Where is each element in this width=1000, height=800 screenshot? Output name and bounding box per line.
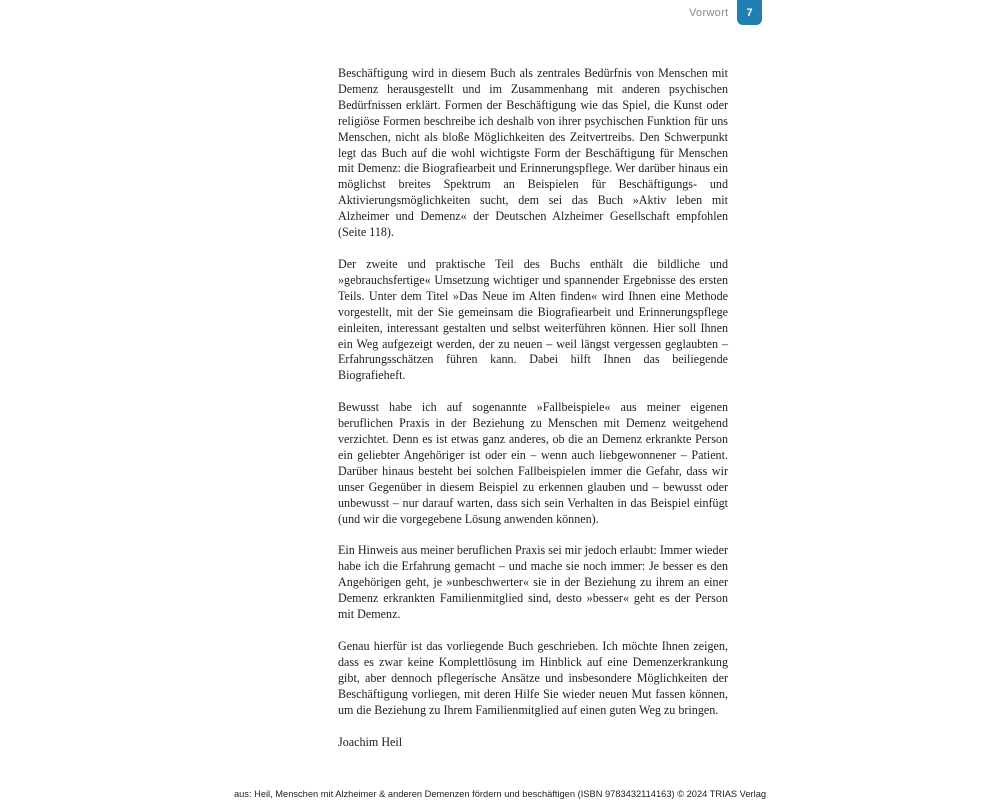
page-number-badge: 7	[737, 0, 762, 25]
paragraph-4: Ein Hinweis aus meiner beruflichen Praxis sei mir jedoch erlaubt: Immer wieder habe ich die Erfahrung gemacht – und mache sie noch immer: Je besser es den Angehörigen geht, je »unbeschwerter« sie in der Beziehung zu ihrem an einer Demenz erkrankten Familienmitglied sind, desto »besser« geht es der Person mit Demenz.	[338, 543, 728, 622]
body-text	[338, 66, 728, 750]
paragraph-3: Bewusst habe ich auf sogenannte »Fallbeispiele« aus meiner eigenen beruflichen Praxis in der Beziehung zu Menschen mit Demenz weitgehend verzichtet. Denn es ist etwas ganz anderes, ob die an Demenz erkrankte Person ein geliebter Angehöriger ist oder ein – wenn auch liebgewonnener – Patient. Darüber hinaus besteht bei solchen Fallbeispielen immer die Gefahr, dass wir unser Gegenüber in diesem Beispiel zu erkennen glauben und – bewusst oder unbewusst – nur darauf warten, dass sich sein Verhalten in das Beispiel einfügt (und wir die vorgegebene Lösung anwenden können).	[338, 400, 728, 526]
chapter-title: Vorwort	[689, 7, 729, 19]
author-signature: Joachim Heil	[338, 734, 403, 749]
paragraph-5: Genau hierfür ist das vorliegende Buch geschrieben. Ich möchte Ihnen zeigen, dass es zwar keine Komplettlösung im Hinblick auf eine Demenzerkrankung gibt, aber dennoch pflegerische Ansätze und insbesondere Möglichkeiten der Beschäftigung vorliegen, mit deren Hilfe Sie wieder neuen Mut fassen können, um die Beziehung zu Ihrem Familienmitglied auf einen guten Weg zu bringen.	[338, 639, 728, 717]
paragraph-1: Beschäftigung wird in diesem Buch als zentrales Bedürfnis von Menschen mit Demenz herausgestellt und im Zusammenhang mit anderen psychischen Bedürfnissen erklärt. Formen der Beschäftigung wie das Spiel, die Kunst oder religiöse Formen beschreibe ich deshalb von ihrer psychischen Funktion für uns Menschen, nicht als bloße Möglichkeiten des Zeitvertreibs. Den Schwerpunkt legt das Buch auf die wohl wichtigste Form der Beschäftigung für Menschen mit Demenz: die Biografiearbeit und Erinnerungspflege. Wer darüber hinaus ein möglichst breites Spektrum an Beispielen für Beschäftigungs- und Aktivierungsmöglichkeiten sucht, dem sei das Buch »Aktiv leben mit Alzheimer und Demenz« der Deutschen Alzheimer Gesellschaft empfohlen (Seite 118).	[338, 66, 728, 240]
paragraph-2: Der zweite und praktische Teil des Buchs enthält die bildliche und »gebrauchsfertige« Umsetzung wichtiger und spannender Ergebnisse des ersten Teils. Unter dem Titel »Das Neue im Alten finden« wird Ihnen eine Methode vorgestellt, mit der Sie gemeinsam die Biografiearbeit und Erinnerungspflege einleiten, interessant gestalten und selbst weiterführen können. Hier soll Ihnen ein Weg aufgezeigt werden, der zu neuen – weil längst vergessen geglaubten – Erfahrungsschätzen führen kann. Dabei hilft Ihnen das beiliegende Biografieheft.	[338, 256, 728, 383]
source-footer: aus: Heil, Menschen mit Alzheimer & anderen Demenzen fördern und beschäftigen (ISBN 9783432114163) © 2024 TRIAS Verlag	[233, 789, 767, 799]
